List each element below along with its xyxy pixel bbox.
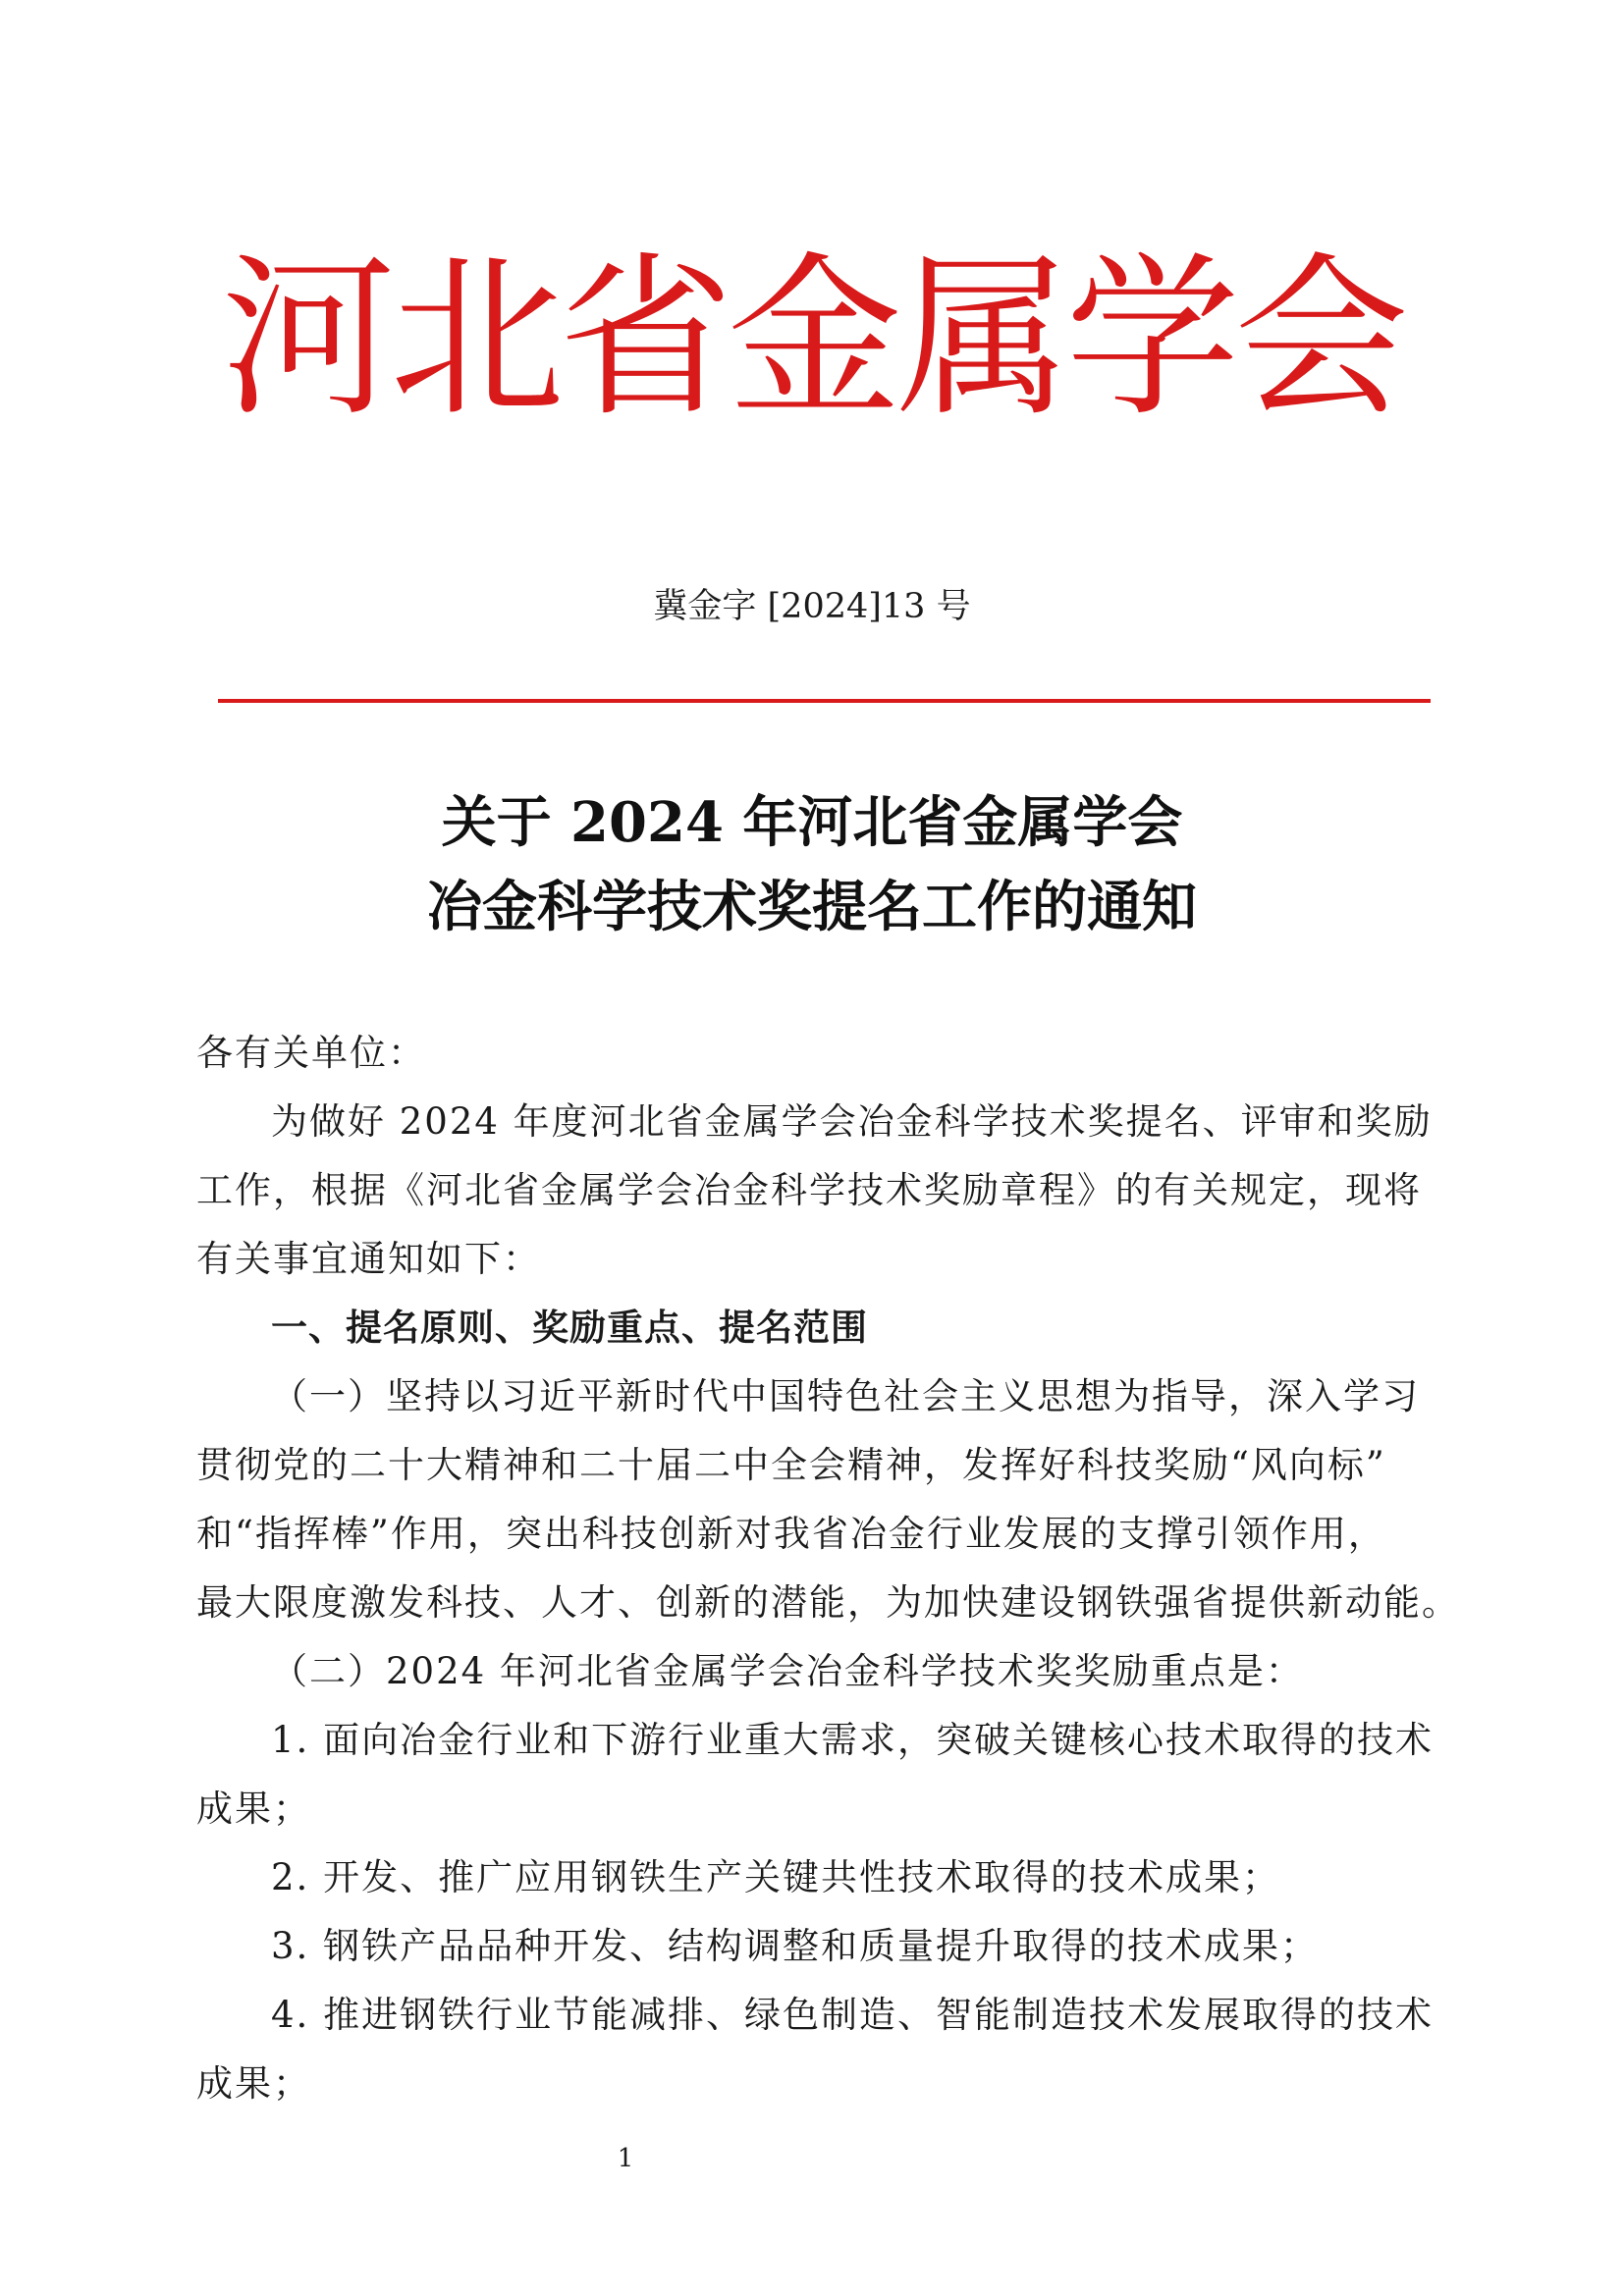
section-heading-1: 一、提名原则、奖励重点、提名范围 [271,1307,868,1349]
document-number: 冀金字 [2024]13 号 [653,587,971,626]
point-1-line-2: 成果； [196,1788,311,1830]
title-line-2: 冶金科学技术奖提名工作的通知 [427,875,1197,939]
intro-paragraph-line-1: 为做好 2024 年度河北省金属学会冶金科学技术奖提名、评审和奖励 [271,1100,1433,1143]
item-1-line-1: （一）坚持以习近平新时代中国特色社会主义思想为指导，深入学习 [271,1375,1420,1417]
item-1-line-2: 贯彻党的二十大精神和二十届二中全会精神，发挥好科技奖励“风向标” [196,1444,1386,1486]
salutation: 各有关单位： [196,1032,426,1074]
point-3-line-1: 3. 钢铁产品品种开发、结构调整和质量提升取得的技术成果； [271,1925,1320,1967]
item-1-line-4: 最大限度激发科技、人才、创新的潜能，为加快建设钢铁强省提供新动能。 [196,1581,1460,1624]
item-1-line-3: 和“指挥棒”作用，突出科技创新对我省冶金行业发展的支撑引领作用， [196,1513,1386,1555]
intro-paragraph-line-3: 有关事宜通知如下： [196,1238,541,1280]
red-divider-rule [218,699,1431,703]
point-2-line-1: 2. 开发、推广应用钢铁生产关键共性技术取得的技术成果； [271,1856,1281,1898]
item-2-line-1: （二）2024 年河北省金属学会冶金科学技术奖奖励重点是： [271,1650,1304,1692]
page-number: 1 [617,2144,634,2173]
title-line-1: 关于 2024 年河北省金属学会 [441,790,1183,855]
organization-masthead: 河北省金属学会 [221,237,1403,440]
point-1-line-1: 1. 面向冶金行业和下游行业重大需求，突破关键核心技术取得的技术 [271,1719,1435,1761]
point-4-line-2: 成果； [196,2062,311,2105]
document-title [0,780,1624,949]
point-4-line-1: 4. 推进钢铁行业节能减排、绿色制造、智能制造技术发展取得的技术 [271,1994,1435,2036]
intro-paragraph-line-2: 工作，根据《河北省金属学会冶金科学技术奖励章程》的有关规定，现将 [196,1169,1422,1211]
